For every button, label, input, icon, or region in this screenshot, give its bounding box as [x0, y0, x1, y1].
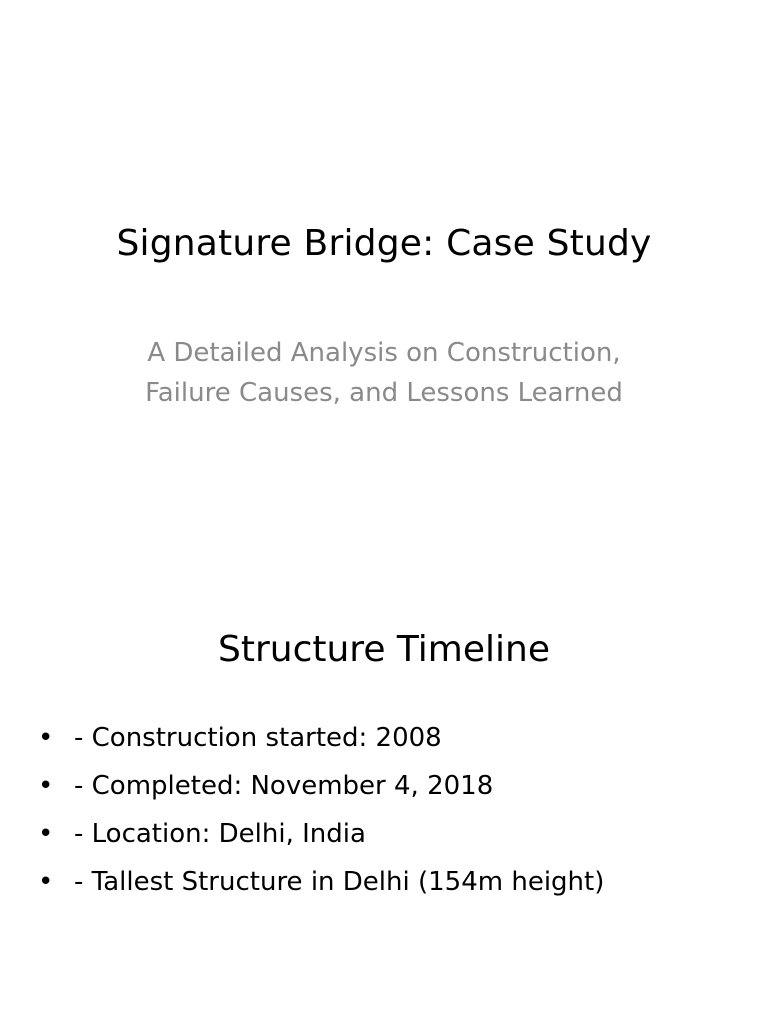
- bullet-icon: •: [38, 819, 54, 849]
- bullet-text: - Completed: November 4, 2018: [74, 771, 494, 801]
- subtitle-line: Failure Causes, and Lessons Learned: [145, 378, 623, 408]
- bullet-text: - Construction started: 2008: [74, 723, 442, 753]
- bullet-text: - Tallest Structure in Delhi (154m height): [74, 867, 605, 897]
- slide-title: Signature Bridge: Case Study: [116, 223, 652, 264]
- bullet-item: [38, 810, 604, 858]
- bullet-item: [38, 858, 604, 906]
- slide-title: Structure Timeline: [218, 629, 550, 670]
- bullet-icon: •: [38, 771, 54, 801]
- bullet-list: [38, 714, 604, 906]
- bullet-icon: •: [38, 867, 54, 897]
- subtitle-line: A Detailed Analysis on Construction,: [147, 338, 621, 368]
- bullet-item: [38, 762, 604, 810]
- bullet-text: - Location: Delhi, India: [74, 819, 366, 849]
- bullet-item: [38, 714, 604, 762]
- slide-subtitle: [96, 333, 672, 413]
- bullet-icon: •: [38, 723, 54, 753]
- timeline-slide: [0, 576, 768, 1024]
